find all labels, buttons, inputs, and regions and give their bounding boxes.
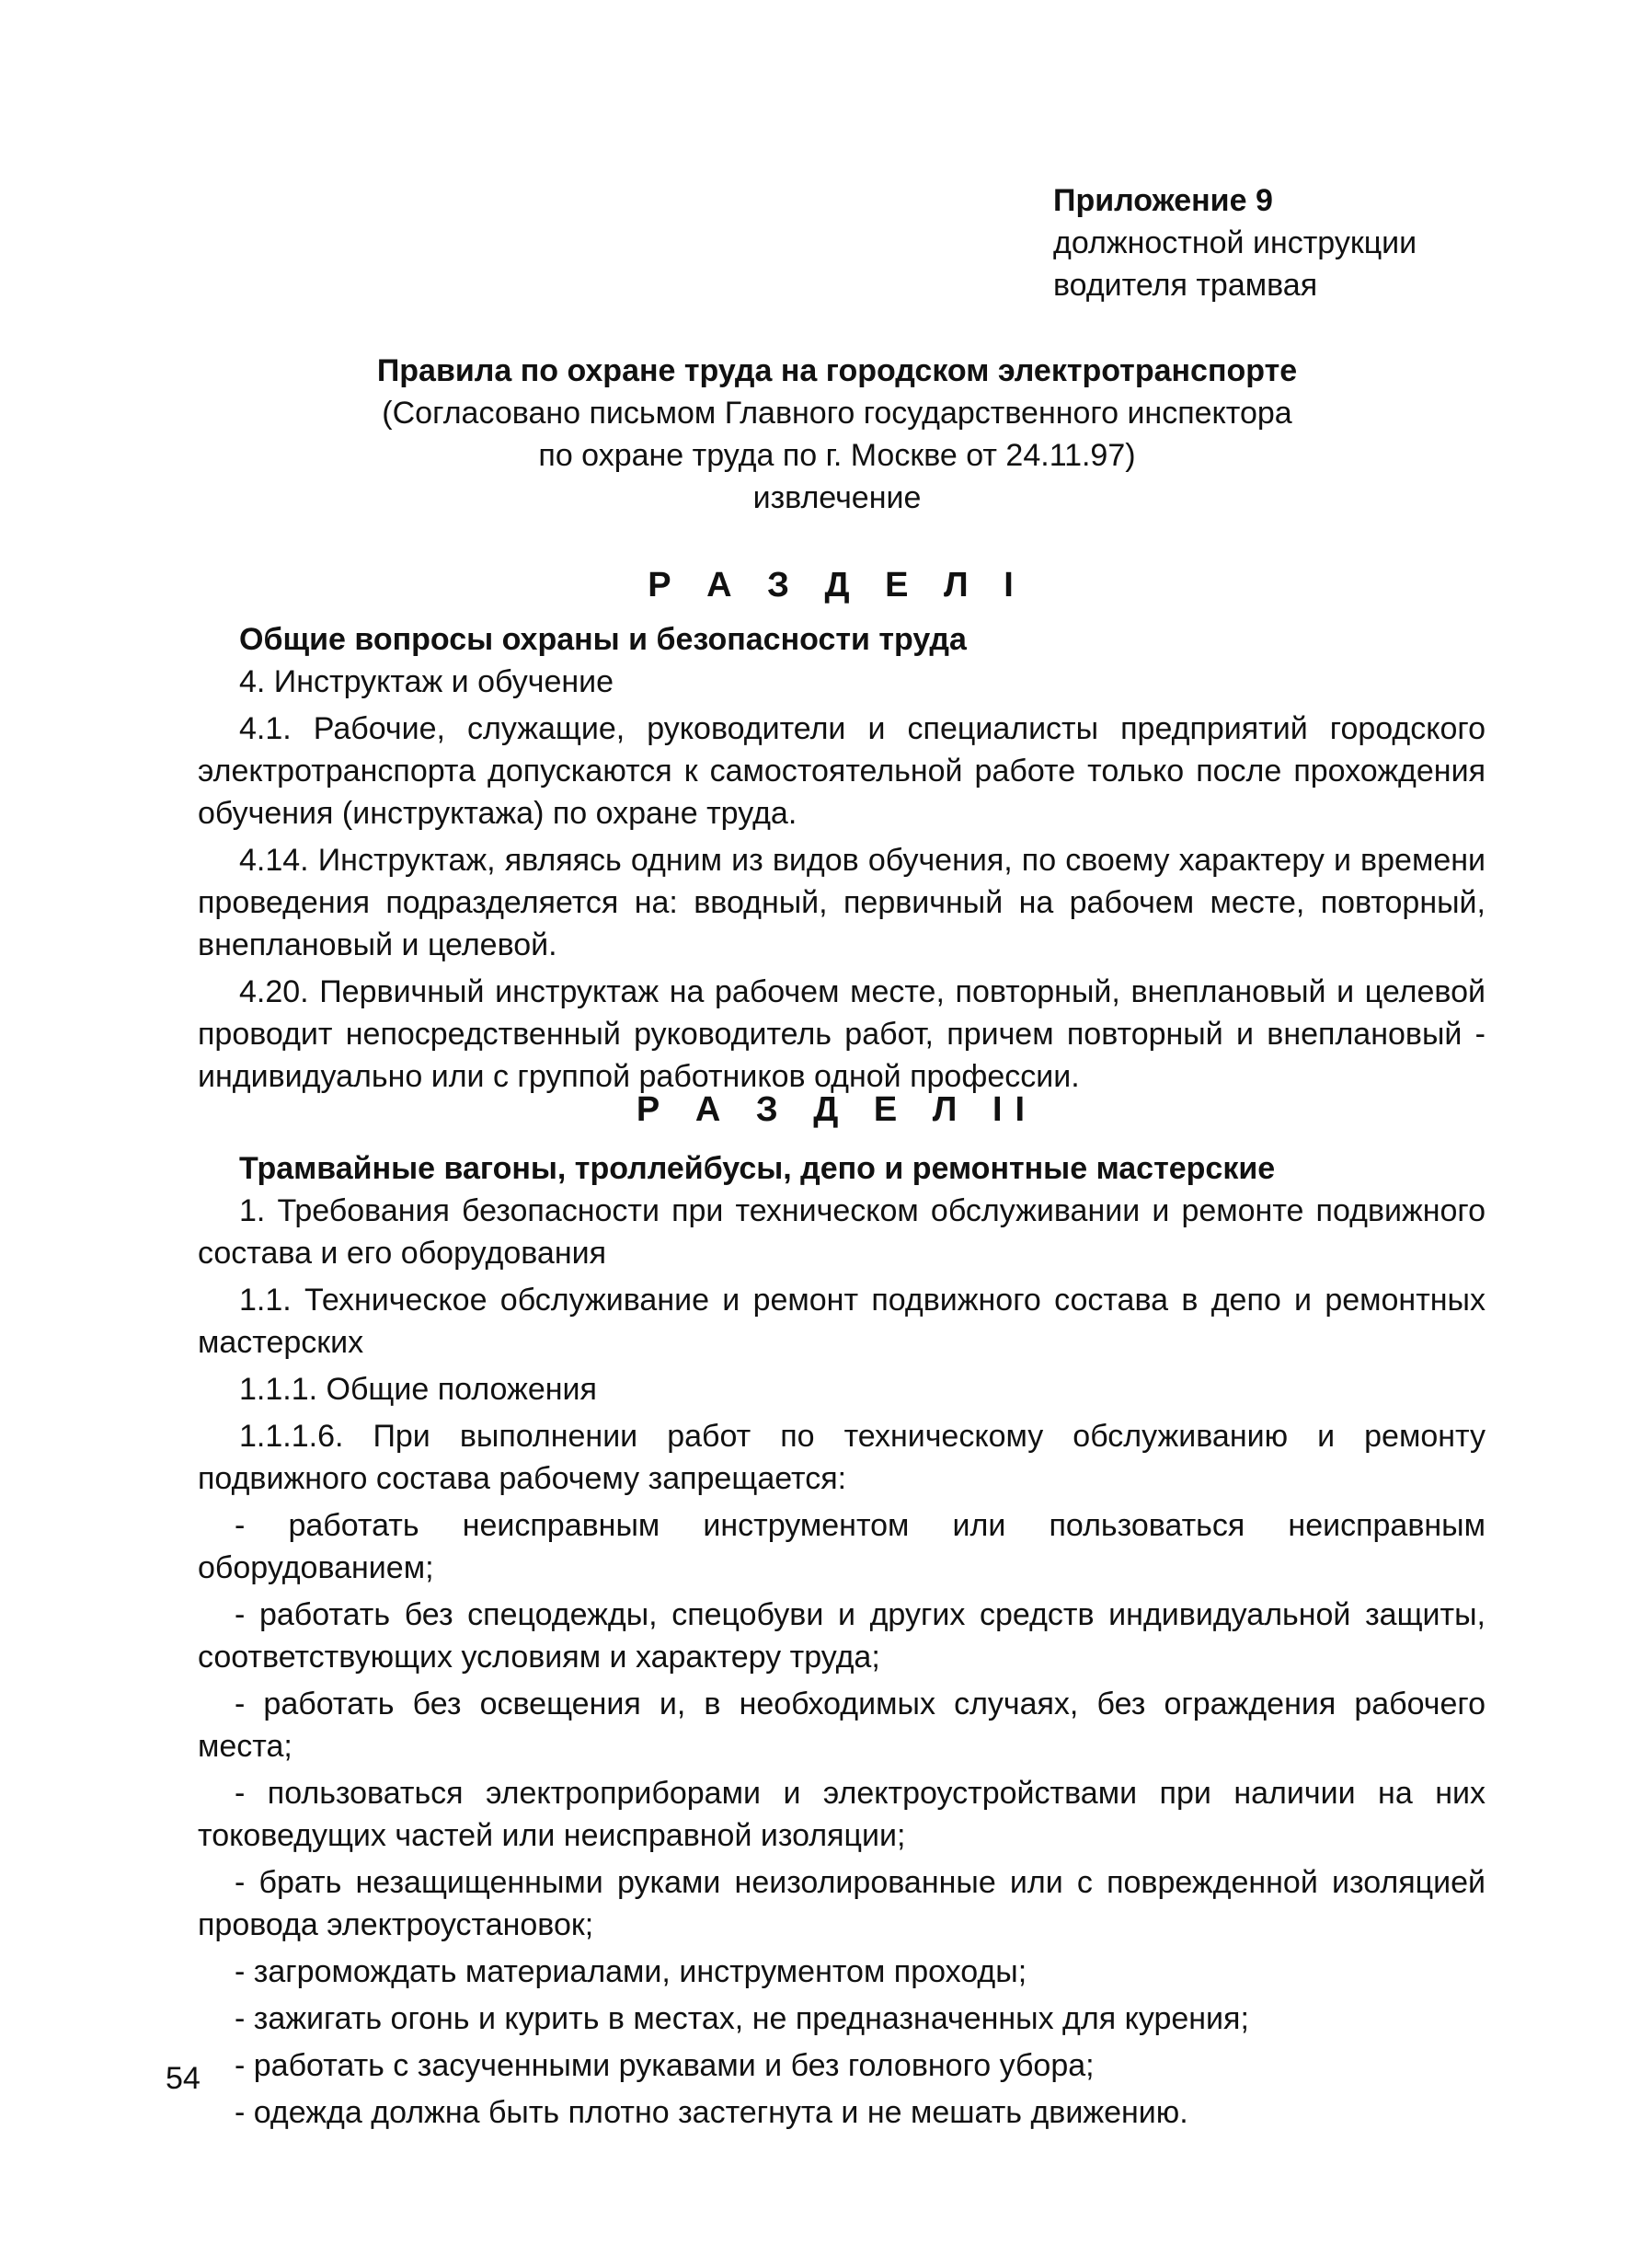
paragraph: 1.1. Техническое обслуживание и ремонт подвижного состава в депо и ремонтных мастерских	[198, 1283, 1486, 1360]
extract-label: извлечение	[752, 480, 922, 515]
page-number: 54	[166, 2061, 201, 2096]
section2-body	[198, 1147, 1486, 2134]
approval-line: (Согласовано письмом Главного государственного инспектора	[382, 396, 1292, 431]
list-item: - одежда должна быть плотно застегнута и не мешать движению.	[235, 2095, 1188, 2130]
annex-title: Приложение 9	[1053, 183, 1273, 218]
paragraph: 4.20. Первичный инструктаж на рабочем месте, повторный, внеплановый и целевой проводит непосредственный руководитель работ, причем повторный и внеплановый - индивидуально или с группой работников одной профессии.	[198, 974, 1486, 1094]
list-item: - пользоваться электроприборами и электроустройствами при наличии на них токоведущих частей или неисправной изоляции;	[198, 1776, 1486, 1853]
approval-line: по охране труда по г. Москве от 24.11.97)	[538, 438, 1136, 473]
paragraph: 4.14. Инструктаж, являясь одним из видов обучения, по своему характеру и времени проведения подразделяется на: вводный, первичный на рабочем месте, повторный, внеплановый и целевой.	[198, 843, 1486, 962]
list-item: - работать неисправным инструментом или пользоваться неисправным оборудованием;	[198, 1508, 1486, 1585]
paragraph: 1. Требования безопасности при техническом обслуживании и ремонте подвижного состава и его оборудования	[198, 1193, 1486, 1271]
list-item: - работать без освещения и, в необходимых случаях, без ограждения рабочего места;	[198, 1687, 1486, 1764]
section-heading: Р А З Д Е Л I	[648, 566, 1027, 604]
annex-line: водителя трамвая	[1053, 268, 1318, 303]
paragraph: 4. Инструктаж и обучение	[239, 664, 614, 699]
section1-body	[198, 618, 1486, 1098]
section-subtitle: Трамвайные вагоны, троллейбусы, депо и ремонтные мастерские	[239, 1151, 1276, 1186]
paragraph: 1.1.1. Общие положения	[239, 1372, 597, 1407]
paragraph: 1.1.1.6. При выполнении работ по техническому обслуживанию и ремонту подвижного состава рабочему запрещается:	[198, 1419, 1486, 1496]
list-item: - зажигать огонь и курить в местах, не предназначенных для курения;	[235, 2001, 1249, 2036]
list-item: - брать незащищенными руками неизолированные или с поврежденной изоляцией провода электроустановок;	[198, 1865, 1486, 1942]
section-heading: Р А З Д Е Л II	[636, 1090, 1038, 1129]
list-item: - загромождать материалами, инструментом проходы;	[235, 1954, 1027, 1989]
list-item: - работать с засученными рукавами и без головного убора;	[235, 2048, 1095, 2083]
section-subtitle: Общие вопросы охраны и безопасности труда	[239, 622, 967, 657]
list-item: - работать без спецодежды, спецобуви и других средств индивидуальной защиты, соответствующих условиям и характеру труда;	[198, 1597, 1486, 1675]
document-title: Правила по охране труда на городском электротранспорте	[376, 353, 1298, 388]
document-title-block	[230, 350, 1444, 519]
paragraph: 4.1. Рабочие, служащие, руководители и специалисты предприятий городского электротранспорта допускаются к самостоятельной работе только после прохождения обучения (инструктажа) по охране труда.	[198, 711, 1486, 831]
annex-line: должностной инструкции	[1053, 225, 1417, 260]
annex-header	[1053, 179, 1568, 306]
